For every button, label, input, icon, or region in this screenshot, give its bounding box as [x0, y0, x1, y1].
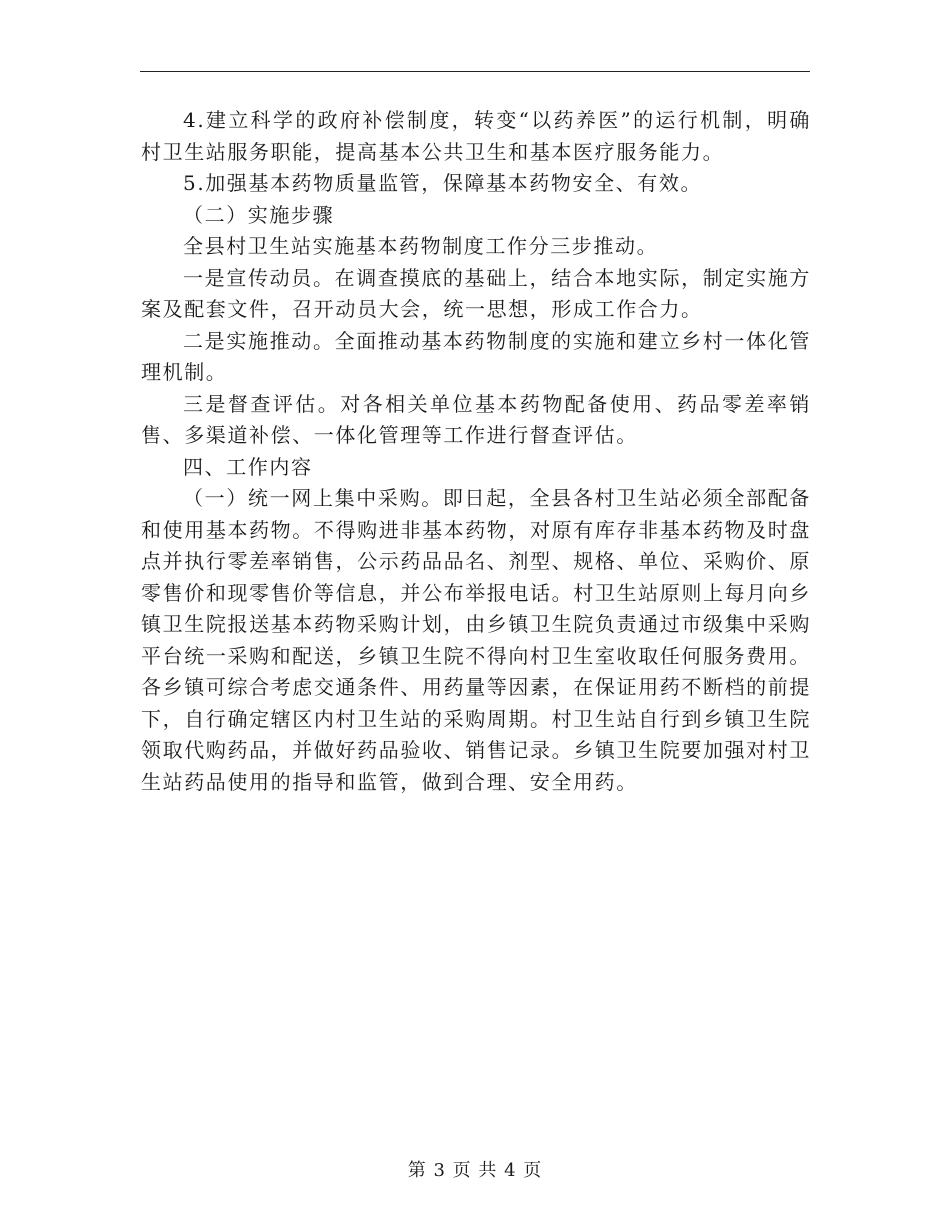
paragraph-step-three: 三是督查评估。对各相关单位基本药物配备使用、药品零差率销售、多渠道补偿、一体化管理等工作进行督查评估。 [141, 391, 811, 447]
paragraph-step-one: 一是宣传动员。在调查摸底的基础上，结合本地实际，制定实施方案及配套文件，召开动员大会，统一思想，形成工作合力。 [141, 265, 811, 321]
paragraph-steps-intro: 全县村卫生站实施基本药物制度工作分三步推动。 [183, 234, 659, 258]
paragraph-item-5: 5.加强基本药物质量监管，保障基本药物安全、有效。 [183, 171, 703, 195]
footer-prefix: 第 [407, 1160, 427, 1181]
footer-middle: 页 共 [452, 1160, 498, 1181]
paragraph-unified-procurement: （一）统一网上集中采购。即日起，全县各村卫生站必须全部配备和使用基本药物。不得购进非基本药物，对原有库存非基本药物及时盘点并执行零差率销售，公示药品品名、剂型、规格、单位、采购价、原零售价和现零售价等信息，并公布举报电话。村卫生站原则上每月向乡镇卫生院报送基本药物采购计划，由乡镇卫生院负责通过市级集中采购平台统一采购和配送，乡镇卫生院不得向村卫生室收取任何服务费用。各乡镇可综合考虑交通条件、用药量等因素，在保证用药不断档的前提下，自行确定辖区内村卫生站的采购周期。村卫生站自行到乡镇卫生院领取代购药品，并做好药品验收、销售记录。乡镇卫生院要加强对村卫生站药品使用的指导和监管，做到合理、安全用药。 [141, 486, 811, 794]
footer-page-number: 3 [433, 1160, 446, 1181]
section-heading-implementation-steps: （二）实施步骤 [183, 202, 335, 227]
section-heading-work-content: 四、工作内容 [183, 454, 313, 479]
footer-suffix: 页 [523, 1160, 543, 1181]
document-body [141, 105, 811, 798]
footer-total-pages: 4 [504, 1160, 517, 1181]
header-rule [140, 71, 810, 72]
paragraph-step-two: 二是实施推动。全面推动基本药物制度的实施和建立乡村一体化管理机制。 [141, 328, 811, 384]
paragraph-item-4: 4.建立科学的政府补偿制度，转变“以药养医”的运行机制，明确村卫生站服务职能，提高基本公共卫生和基本医疗服务能力。 [141, 108, 811, 164]
page-footer [0, 1156, 950, 1182]
